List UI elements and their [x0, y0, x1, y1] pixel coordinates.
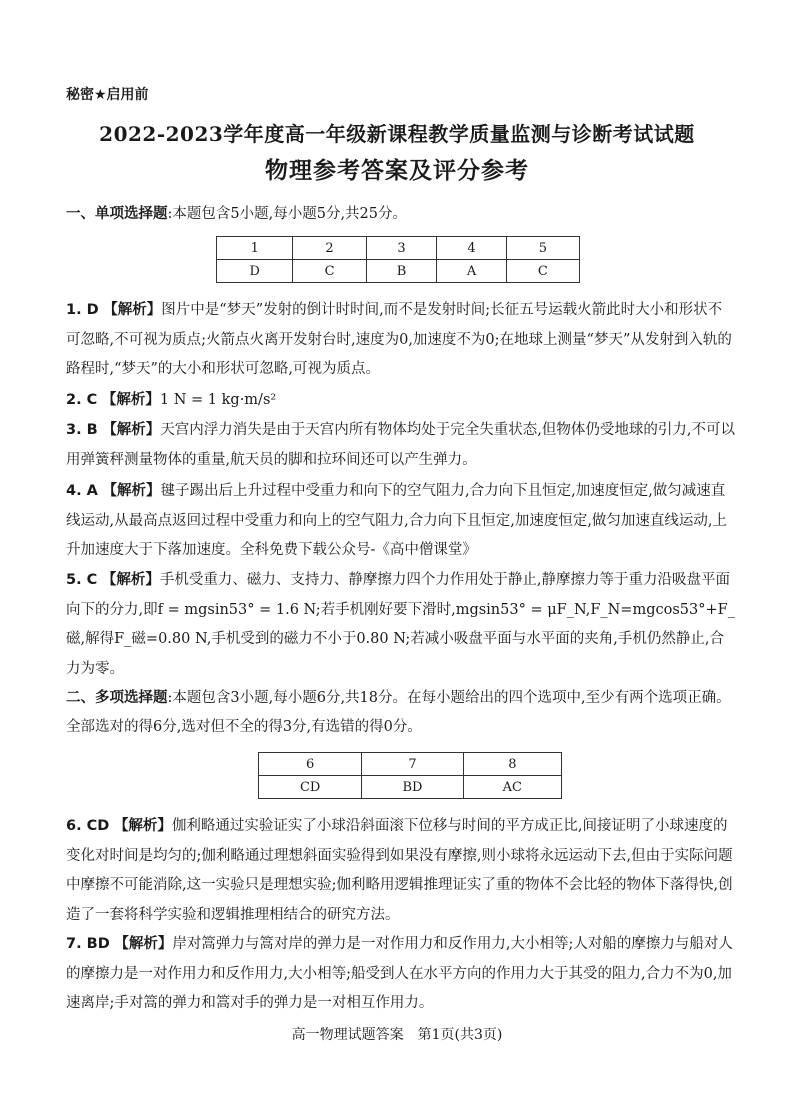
table-cell: A: [437, 260, 506, 283]
answer-item-6: [66, 812, 736, 930]
table-answer-row: [217, 260, 580, 283]
item-number: 4. A: [66, 483, 98, 499]
table-cell: 2: [293, 237, 366, 260]
item-number: 6. CD: [66, 818, 110, 834]
analysis-tag: 【解析】: [113, 818, 172, 834]
table-cell: 3: [366, 237, 437, 260]
item-number: 3. B: [66, 422, 98, 438]
table-header-row: [217, 237, 580, 260]
table-cell: 8: [463, 753, 561, 776]
item-text: 伽利略通过实验证实了小球沿斜面滚下位移与时间的平方成正比,间接证明了小球速度的变化对时间是均匀的;伽利略通过理想斜面实验得到如果没有摩擦,则小球将永远运动下去,但由于实际问题中摩擦不可能消除,这一实验只是理想实验;伽利略用逻辑推理证实了重的物体不会比轻的物体下落得快,创造了一套将科学实验和逻辑推理相结合的研究方法。: [66, 818, 733, 923]
item-text: 手机受重力、磁力、支持力、静摩擦力四个力作用处于静止,静摩擦力等于重力沿吸盘平面向下的分力,即f = mgsin53° = 1.6 N;若手机刚好要下滑时,mgsin53° = μF_N,F_N=mgcos53°+F_磁,解得F_磁=0.80 N,手机受到的磁力不小于0.80 N;若减小吸盘平面与水平面的夹角,手机仍然静止,合力为零。: [66, 572, 735, 677]
item-text: 毽子踢出后上升过程中受重力和向下的空气阻力,合力向下且恒定,加速度恒定,做匀减速直线运动,从最高点返回过程中受重力和向上的空气阻力,合力向下且恒定,加速度恒定,做匀加速直线运动,上升加速度大于下落加速度。全科免费下载公众号-《高中僧课堂》: [66, 483, 728, 558]
table-cell: 5: [506, 237, 579, 260]
table-cell: B: [366, 260, 437, 283]
answer-item-5: [66, 566, 736, 684]
analysis-tag: 【解析】: [103, 302, 162, 318]
item-text: 岸对篙弹力与篙对岸的弹力是一对作用力和反作用力,大小相等;人对船的摩擦力与船对人的摩擦力是一对作用力和反作用力,大小相等;船受到人在水平方向的作用力大于其受的阻力,合力不为0,加速离岸;手对篙的弹力和篙对手的弹力是一对相互作用力。: [66, 936, 733, 1011]
section2-heading: [66, 684, 736, 742]
item-number: 5. C: [66, 572, 98, 588]
exam-title: 2022-2023学年度高一年级新课程教学质量监测与诊断考试试题: [99, 122, 695, 146]
table-cell: 7: [362, 753, 463, 776]
table-answer-row: [259, 776, 562, 799]
item-number: 2. C: [66, 392, 98, 408]
section1-heading: [66, 200, 736, 229]
answer-item-7: [66, 930, 736, 1019]
item-number: 1. D: [66, 302, 99, 318]
section1-answer-table: [216, 236, 580, 283]
section2-answer-table: [258, 752, 562, 799]
analysis-tag: 【解析】: [114, 936, 173, 952]
answer-key-title: 物理参考答案及评分参考: [265, 158, 529, 184]
table-header-row: [259, 753, 562, 776]
section2-title: 二、多项选择题: [66, 690, 168, 706]
table-cell: CD: [259, 776, 362, 799]
confidential-label: 秘密★启用前: [66, 87, 149, 103]
table-cell: D: [217, 260, 293, 283]
table-cell: C: [293, 260, 366, 283]
page-footer: 高一物理试题答案 第1页(共3页): [291, 1027, 503, 1043]
item-text: 天宫内浮力消失是由于天宫内所有物体均处于完全失重状态,但物体仍受地球的引力,不可以用弹簧秤测量物体的重量,航天员的脚和拉环间还可以产生弹力。: [66, 422, 736, 468]
section2-desc: :本题包含3小题,每小题6分,共18分。在每小题给出的四个选项中,至少有两个选项正确。全部选对的得6分,选对但不全的得3分,有选错的得0分。: [66, 690, 731, 735]
analysis-tag: 【解析】: [101, 572, 160, 588]
analysis-tag: 【解析】: [102, 483, 161, 499]
table-cell: 4: [437, 237, 506, 260]
item-text: 图片中是“梦天”发射的倒计时时间,而不是发射时间;长征五号运载火箭此时大小和形状不可忽略,不可视为质点;火箭点火离开发射台时,速度为0,加速度不为0;在地球上测量“梦天”从发射到入轨的路程时,“梦天”的大小和形状可忽略,可视为质点。: [66, 302, 732, 377]
item-number: 7. BD: [66, 936, 110, 952]
answer-item-2: [66, 386, 736, 416]
analysis-tag: 【解析】: [102, 422, 161, 438]
table-cell: C: [506, 260, 579, 283]
section1-desc: :本题包含5小题,每小题5分,共25分。: [167, 206, 408, 222]
item-text: 1 N = 1 kg·m/s²: [159, 392, 277, 408]
table-cell: AC: [463, 776, 561, 799]
section1-title: 一、单项选择题: [66, 206, 168, 222]
table-cell: BD: [362, 776, 463, 799]
table-cell: 1: [217, 237, 293, 260]
answer-item-4: [66, 477, 736, 566]
analysis-tag: 【解析】: [101, 392, 160, 408]
table-cell: 6: [259, 753, 362, 776]
answer-item-1: [66, 296, 736, 385]
answer-item-3: [66, 416, 736, 475]
